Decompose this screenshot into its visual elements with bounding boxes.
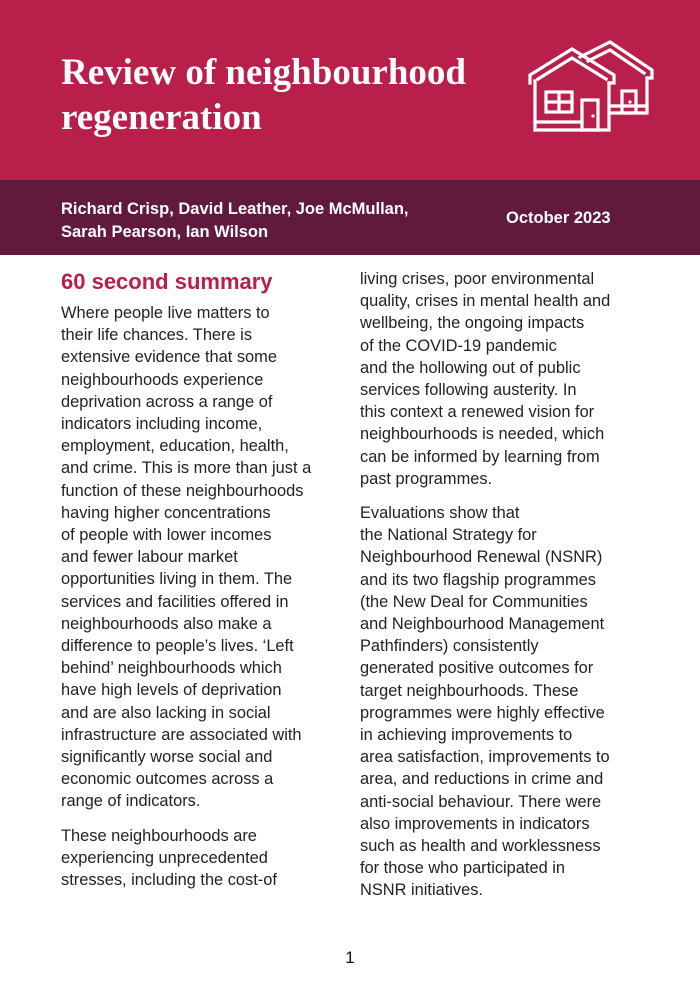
text-line: range of indicators. xyxy=(61,792,201,811)
text-line: have high levels of deprivation xyxy=(61,681,282,700)
author-list xyxy=(61,198,409,244)
paragraph xyxy=(360,268,660,490)
text-line: neighbourhoods experience xyxy=(61,370,264,389)
text-line: (the New Deal for Communities xyxy=(360,592,588,611)
text-line: services and facilities offered in xyxy=(61,592,289,611)
text-line: function of these neighbourhoods xyxy=(61,481,304,500)
text-line: and its two flagship programmes xyxy=(360,570,596,589)
text-line: generated positive outcomes for xyxy=(360,659,594,678)
text-line: anti-social behaviour. There were xyxy=(360,792,602,811)
text-line: programmes were highly effective xyxy=(360,703,605,722)
houses-icon xyxy=(526,40,658,140)
author-line: Sarah Pearson, Ian Wilson xyxy=(61,223,269,241)
text-line: economic outcomes across a xyxy=(61,770,274,789)
text-line: infrastructure are associated with xyxy=(61,725,302,744)
right-column xyxy=(360,268,660,914)
author-line: Richard Crisp, David Leather, Joe McMullan, xyxy=(61,200,409,218)
publication-date: October 2023 xyxy=(506,209,611,227)
text-line: quality, crises in mental health and xyxy=(360,292,611,311)
text-line: significantly worse social and xyxy=(61,748,273,767)
page-title xyxy=(61,50,466,140)
text-line: experiencing unprecedented xyxy=(61,848,268,867)
paragraph xyxy=(360,502,660,902)
text-line: living crises, poor environmental xyxy=(360,270,595,288)
page-number: 1 xyxy=(345,948,355,967)
text-line: the National Strategy for xyxy=(360,526,537,545)
text-line: NSNR initiatives. xyxy=(360,881,483,900)
section-heading: 60 second summary xyxy=(61,269,273,294)
text-line: services following austerity. In xyxy=(360,381,577,400)
text-line: opportunities living in them. The xyxy=(61,570,293,589)
text-line: having higher concentrations xyxy=(61,503,271,522)
text-line: also improvements in indicators xyxy=(360,814,590,833)
text-line: area satisfaction, improvements to xyxy=(360,748,610,767)
text-line: and the hollowing out of public xyxy=(360,358,581,377)
text-line: neighbourhoods also make a xyxy=(61,614,272,633)
text-line: and crime. This is more than just a xyxy=(61,459,312,478)
text-line: target neighbourhoods. These xyxy=(360,681,579,700)
text-line: employment, education, health, xyxy=(61,437,289,456)
text-line: Neighbourhood Renewal (NSNR) xyxy=(360,548,603,567)
text-line: Pathfinders) consistently xyxy=(360,637,539,656)
text-line: extensive evidence that some xyxy=(61,348,277,367)
text-line: These neighbourhoods are xyxy=(61,826,257,845)
text-line: and Neighbourhood Management xyxy=(360,615,605,634)
text-line: this context a renewed vision for xyxy=(360,403,595,422)
text-line: their life chances. There is xyxy=(61,326,253,345)
title-line: regeneration xyxy=(61,97,262,138)
text-line: and fewer labour market xyxy=(61,548,238,567)
text-line: past programmes. xyxy=(360,469,493,488)
left-column xyxy=(61,268,361,903)
text-line: deprivation across a range of xyxy=(61,392,273,411)
text-line: in achieving improvements to xyxy=(360,726,573,745)
text-line: wellbeing, the ongoing impacts xyxy=(360,314,585,333)
text-line: such as health and worklessness xyxy=(360,837,601,856)
paragraph xyxy=(61,825,361,892)
text-line: difference to people’s lives. ‘Left xyxy=(61,637,294,656)
text-line: and are also lacking in social xyxy=(61,703,271,722)
title-line: Review of neighbourhood xyxy=(61,52,466,93)
text-line: neighbourhoods is needed, which xyxy=(360,425,605,444)
text-line: stresses, including the cost-of xyxy=(61,871,277,890)
text-line: behind’ neighbourhoods which xyxy=(61,659,282,678)
text-line: can be informed by learning from xyxy=(360,447,600,466)
text-line: area, and reductions in crime and xyxy=(360,770,604,789)
title-banner xyxy=(0,0,700,180)
text-line: Where people live matters to xyxy=(61,304,270,322)
text-line: of the COVID-19 pandemic xyxy=(360,336,557,355)
text-line: for those who participated in xyxy=(360,859,566,878)
text-line: of people with lower incomes xyxy=(61,526,272,545)
text-line: indicators including income, xyxy=(61,415,263,434)
paragraph xyxy=(61,302,361,813)
text-line: Evaluations show that xyxy=(360,504,520,523)
